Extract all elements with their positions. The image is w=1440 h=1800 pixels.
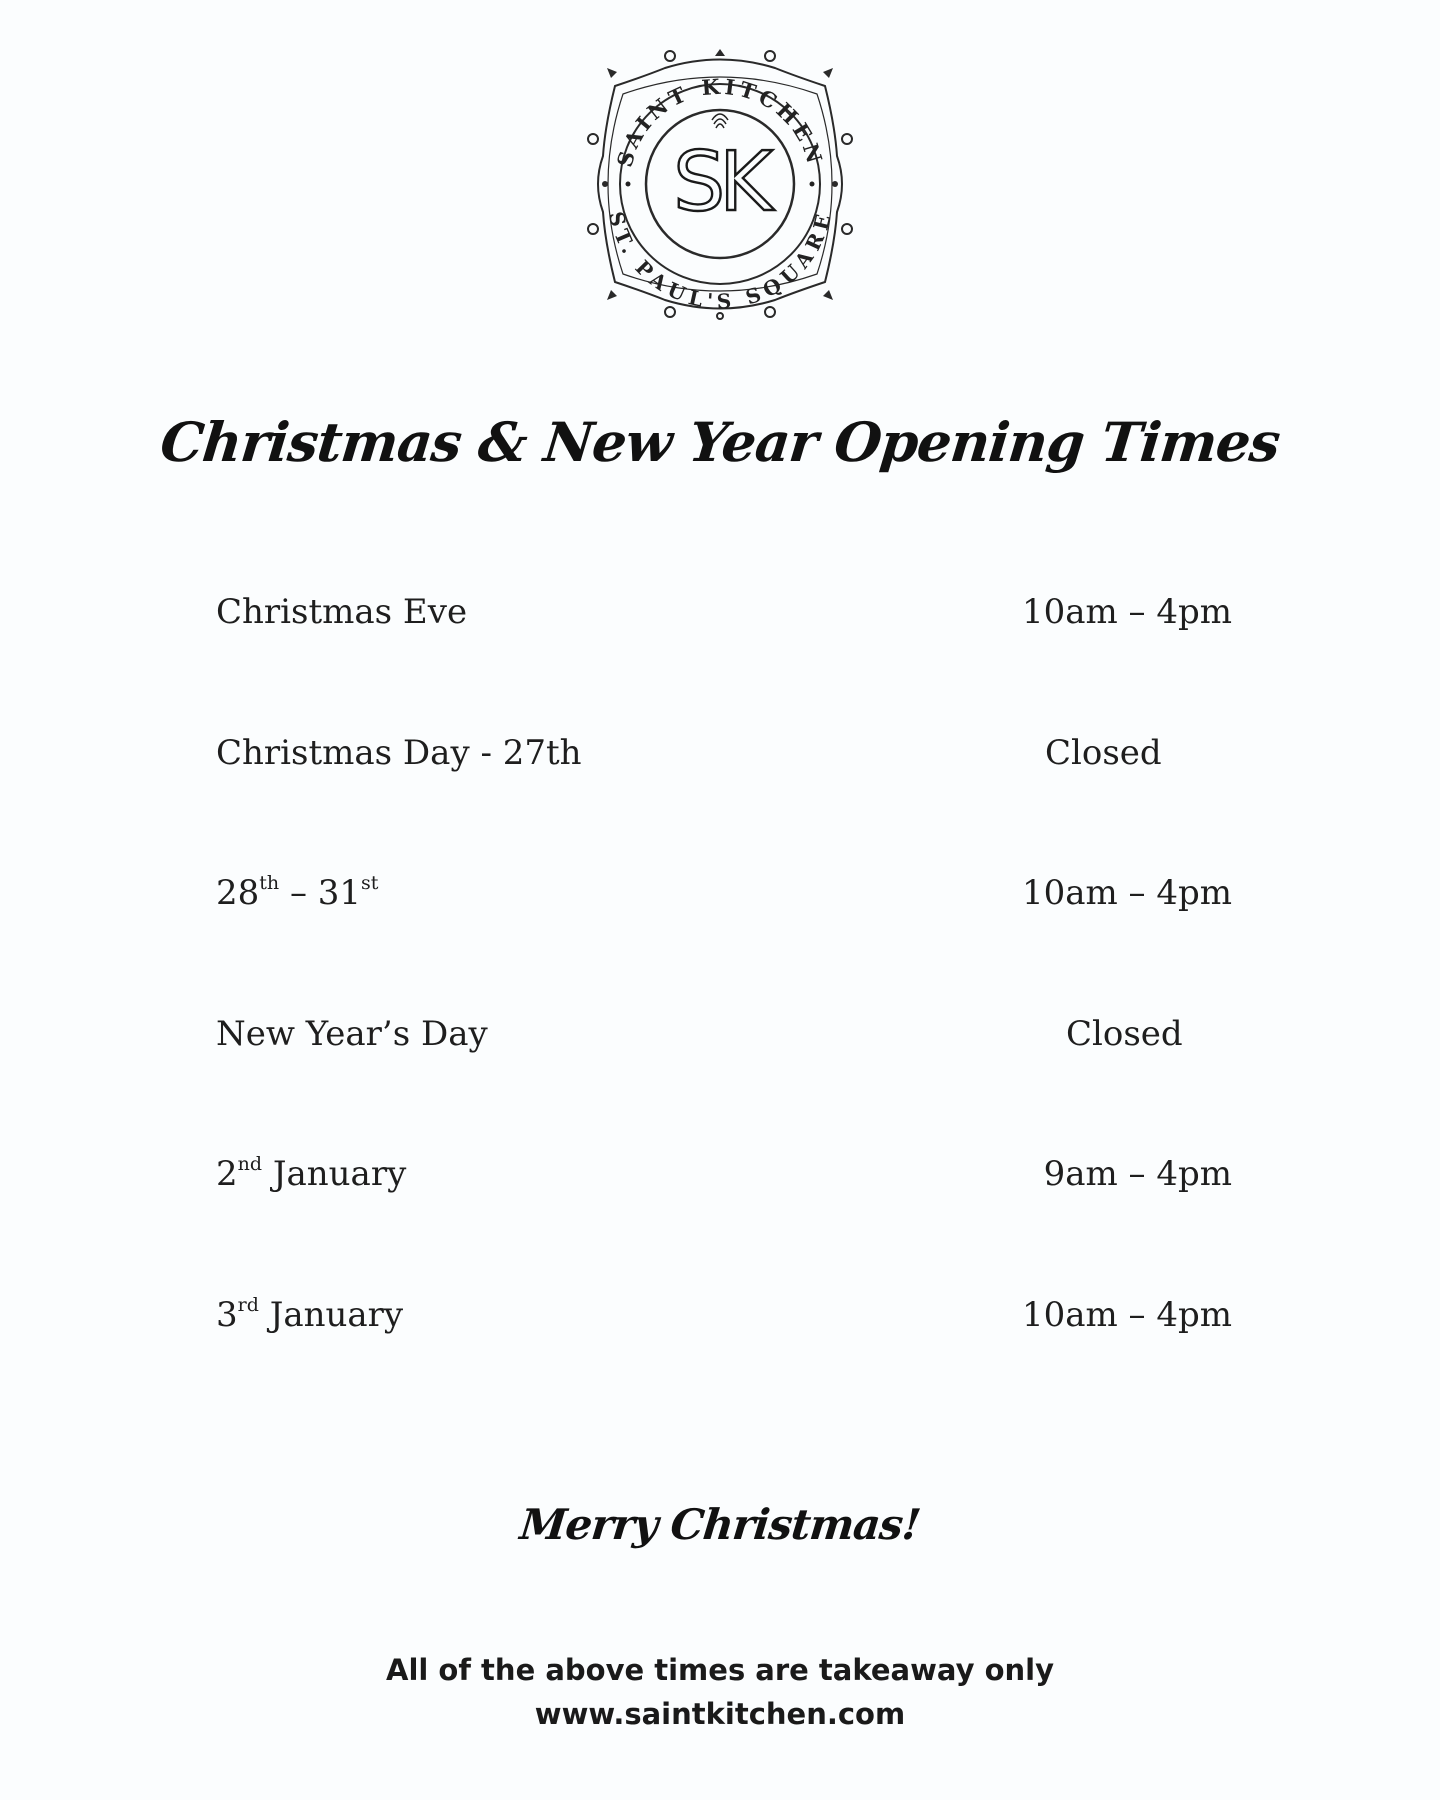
schedule-row [216, 1283, 1232, 1424]
schedule-day-label: New Year’s Day [216, 1013, 488, 1054]
schedule-row [216, 861, 1232, 1002]
website-link[interactable]: www.saintkitchen.com [534, 1697, 906, 1731]
schedule-hours: 10am – 4pm [1021, 592, 1232, 632]
schedule-hours: 10am – 4pm [1021, 1294, 1232, 1335]
schedule-row [216, 580, 1232, 721]
greeting-text: Merry Christmas! [517, 1500, 923, 1549]
schedule-day-label: 28th – 31st [216, 872, 379, 913]
schedule-hours: Closed [1066, 1013, 1183, 1054]
schedule-hours: 9am – 4pm [1043, 1154, 1232, 1194]
opening-times-list [216, 580, 1232, 1423]
saint-kitchen-logo [585, 46, 855, 322]
svg-text:SK: SK [673, 135, 767, 230]
schedule-day-label: Christmas Day - 27th [216, 732, 582, 773]
schedule-hours: 10am – 4pm [1021, 873, 1232, 913]
svg-text:SAINT KITCHEN: SAINT KITCHEN [611, 73, 829, 170]
schedule-day-label: Christmas Eve [216, 592, 468, 632]
schedule-hours: Closed [1045, 732, 1162, 773]
footer [0, 1648, 1440, 1736]
schedule-row [216, 1142, 1232, 1283]
page-title: Christmas & New Year Opening Times [157, 410, 1283, 474]
schedule-row [216, 1002, 1232, 1143]
schedule-day-label: 3rd January [216, 1293, 404, 1335]
svg-text:ST. PAUL'S SQUARE: ST. PAUL'S SQUARE [603, 209, 837, 314]
schedule-day-label: 2nd January [216, 1153, 407, 1194]
takeaway-note: All of the above times are takeaway only [386, 1653, 1054, 1687]
schedule-row [216, 721, 1232, 862]
